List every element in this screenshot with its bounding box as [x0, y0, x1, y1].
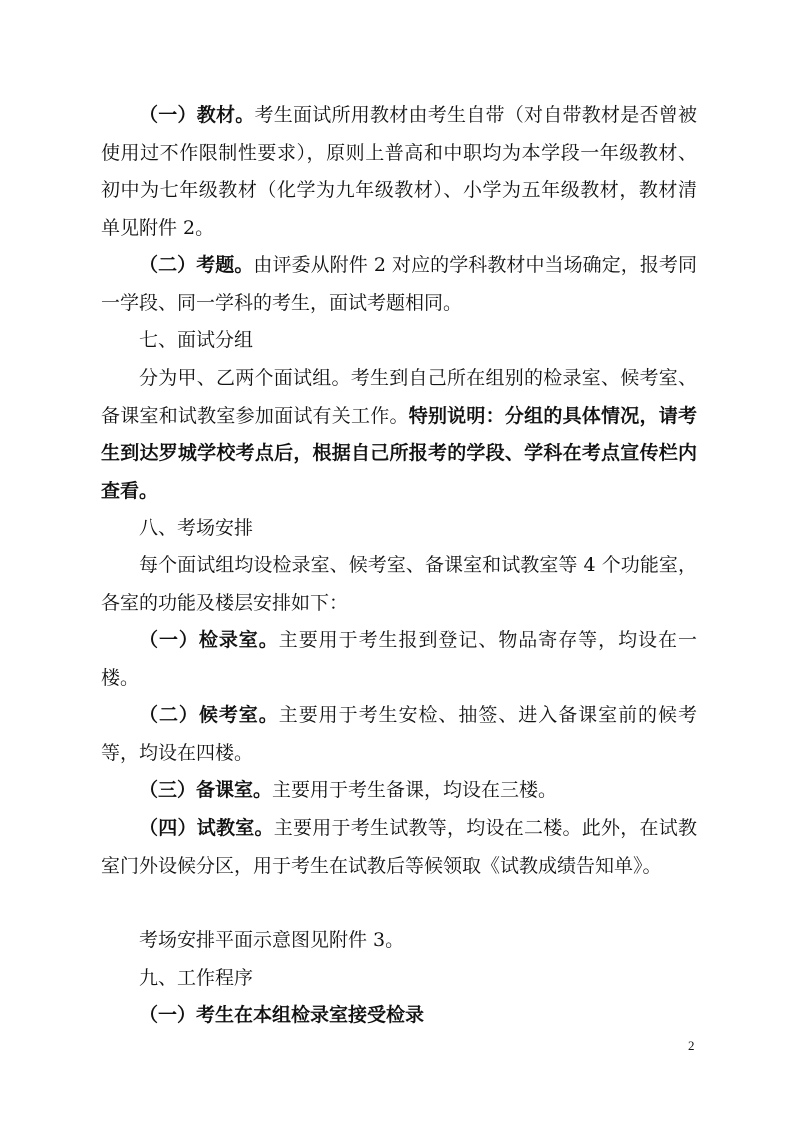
paragraph-lead: （一）检录室。: [139, 629, 279, 651]
paragraph-text: 主要用于考生安检、抽签、进入备课室前的候考等，均设在四楼。: [101, 704, 697, 764]
paragraph-text: 主要用于考生备课，均设在三楼。: [272, 779, 558, 801]
paragraph-prep-room: [101, 772, 697, 810]
paragraph-grouping: [101, 360, 697, 510]
paragraph-waiting-room: [101, 697, 697, 772]
paragraph-lead: （二）考题。: [139, 254, 254, 276]
page-number: 2: [688, 1038, 695, 1053]
section-heading-venue: 八、考场安排: [139, 517, 254, 539]
paragraph-lead: （三）备课室。: [139, 779, 273, 801]
section-heading-grouping: 七、面试分组: [139, 329, 254, 351]
paragraph-lead: （一）教材。: [139, 104, 255, 126]
paragraph-text: 由评委从附件 2 对应的学科教材中当场确定，报考同一学段、同一学科的考生，面试考题相同。: [101, 254, 697, 314]
paragraph-exam-questions: [101, 247, 697, 322]
paragraph-lead: （二）候考室。: [139, 704, 279, 726]
paragraph-lead: （四）试教室。: [139, 817, 274, 839]
paragraph-text: 考生面试所用教材由考生自带（对自带教材是否曾被使用过不作限制性要求），原则上普高和中职均为本学段一年级教材、初中为七年级教材（化学为九年级教材）、小学为五年级教材，教材清单见附件 2。: [101, 104, 697, 239]
paragraph-text: 主要用于考生报到登记、物品寄存等，均设在一楼。: [101, 629, 697, 689]
paragraph-floor-plan: 考场安排平面示意图见附件 3。: [139, 929, 405, 951]
paragraph-teaching-room: [101, 810, 697, 885]
subheading-checkin: （一）考生在本组检录室接受检录: [139, 1004, 425, 1026]
paragraph-textbook: [101, 97, 697, 247]
paragraph-text: 主要用于考生试教等，均设在二楼。此外，在试教室门外设候分区，用于考生在试教后等候领取《试教成绩告知单》。: [101, 817, 697, 877]
paragraph-bold-note: 特别说明：分组的具体情况，请考生到达罗城学校考点后，根据自己所报考的学段、学科在考点宣传栏内查看。: [101, 404, 697, 502]
paragraph-text: 分为甲、乙两个面试组。考生到自己所在组别的检录室、候考室、备课室和试教室参加面试有关工作。: [101, 367, 697, 427]
paragraph-checkin-room: [101, 622, 697, 697]
paragraph-venue-intro: 每个面试组均设检录室、候考室、备课室和试教室等 4 个功能室，各室的功能及楼层安排如下：: [101, 554, 697, 614]
section-heading-procedure: 九、工作程序: [139, 967, 254, 989]
